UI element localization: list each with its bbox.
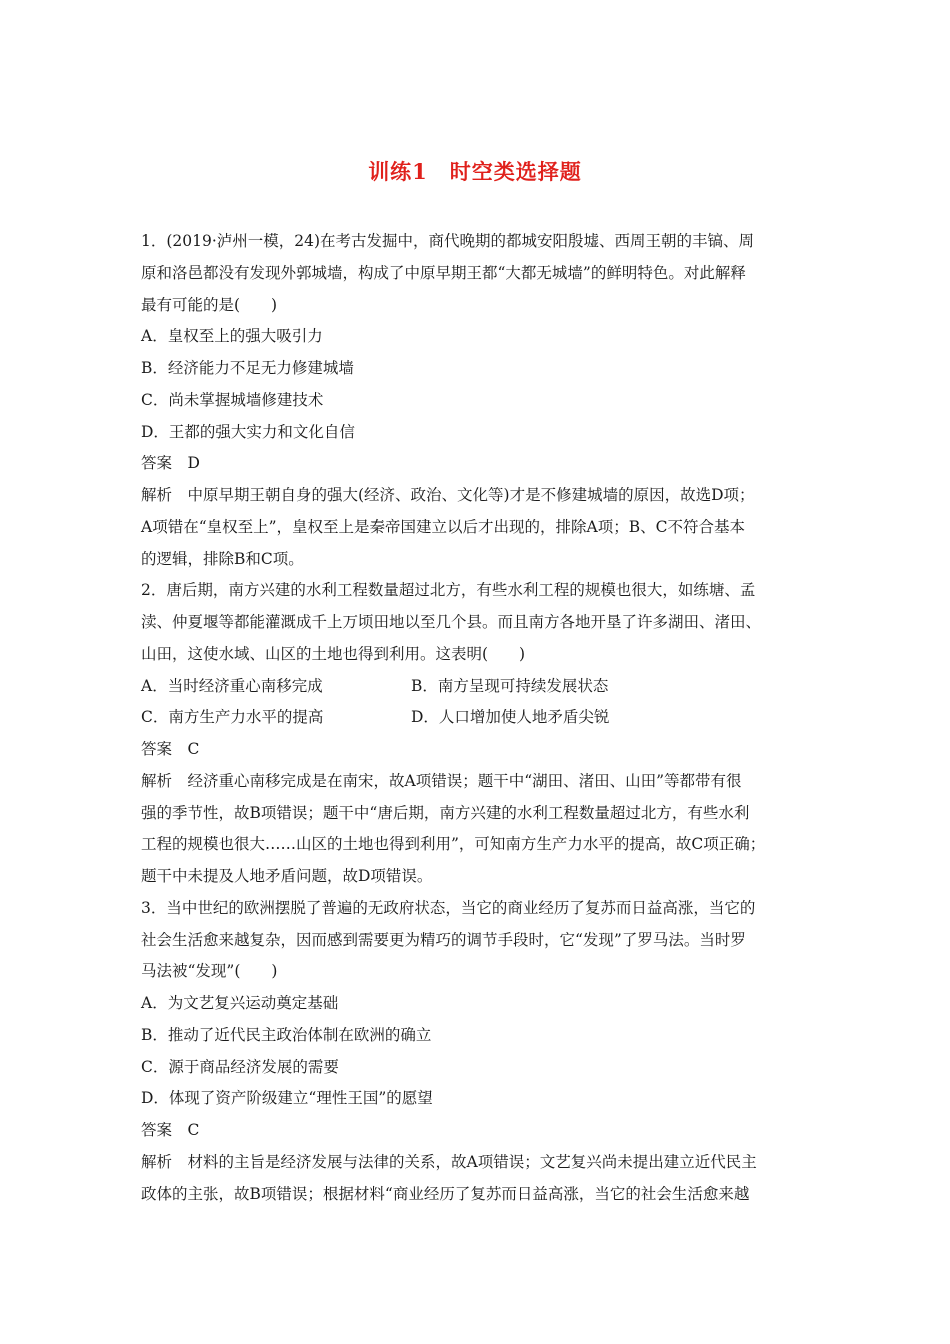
option-d: D．人口增加使人地矛盾尖锐 (411, 708, 610, 727)
answer-line: 答案 D (141, 454, 200, 473)
analysis-line: 政体的主张，故B项错误；根据材料“商业经历了复苏而日益高涨，当它的社会生活愈来越 (141, 1184, 750, 1203)
page-title: 训练1 时空类选择题 (368, 159, 582, 184)
question-stem-line: 马法被“发现”( ) (141, 962, 278, 981)
answer-line: 答案 C (141, 1121, 200, 1139)
question-stem-line: 1．(2019·泸州一模，24)在考古发掘中，商代晚期的都城安阳殷墟、西周王朝的丰镐、周 (141, 232, 755, 250)
options-row (141, 706, 821, 738)
question-stem-line: 2．唐后期，南方兴建的水利工程数量超过北方，有些水利工程的规模也很大，如练塘、孟 (141, 581, 756, 600)
option-d: D．体现了资产阶级建立“理性王国”的愿望 (141, 1089, 433, 1108)
question-2 (141, 579, 821, 897)
option-b: B．推动了近代民主政治体制在欧洲的确立 (141, 1025, 432, 1044)
option-a: A．为文艺复兴运动奠定基础 (141, 994, 339, 1012)
question-stem-line: 山田，这使水域、山区的土地也得到利用。这表明( ) (141, 644, 526, 663)
analysis-line: 强的季节性，故B项错误；题干中“唐后期，南方兴建的水利工程数量超过北方，有些水利 (141, 803, 750, 822)
analysis-line: 解析 中原早期王朝自身的强大(经济、政治、文化等)才是不修建城墙的原因，故选D项； (141, 486, 755, 504)
option-d: D．王都的强大实力和文化自信 (141, 422, 355, 441)
option-b: B．经济能力不足无力修建城墙 (141, 359, 354, 377)
question-stem-line: 渎、仲夏堰等都能灌溉成千上万顷田地以至几个县。而且南方各地开垦了许多湖田、渚田、 (141, 613, 762, 631)
analysis-line: 工程的规模也很大……山区的土地也得到利用”，可知南方生产力水平的提高，故C项正确； (141, 835, 766, 854)
option-c: C．尚未掌握城墙修建技术 (141, 390, 324, 409)
question-content (141, 230, 821, 1214)
answer-line: 答案 C (141, 740, 200, 758)
options-row (141, 675, 821, 707)
option-a: A．皇权至上的强大吸引力 (141, 327, 323, 346)
analysis-line: 解析 经济重心南移完成是在南宋，故A项错误；题干中“湖田、渚田、山田”等都带有很 (141, 771, 742, 790)
question-stem-line: 原和洛邑都没有发现外郭城墙，构成了中原早期王都“大都无城墙”的鲜明特色。对此解释 (141, 263, 746, 282)
option-c: C．源于商品经济发展的需要 (141, 1057, 339, 1076)
question-1 (141, 230, 821, 579)
question-3 (141, 897, 821, 1215)
question-stem-line: 最有可能的是( ) (141, 295, 278, 314)
question-stem-line: 社会生活愈来越复杂，因而感到需要更为精巧的调节手段时，它“发现”了罗马法。当时罗 (141, 930, 746, 949)
question-stem-line: 3．当中世纪的欧洲摆脱了普遍的无政府状态，当它的商业经历了复苏而日益高涨，当它的 (141, 898, 756, 917)
analysis-line: 解析 材料的主旨是经济发展与法律的关系，故A项错误；文艺复兴尚未提出建立近代民主 (141, 1152, 757, 1171)
option-b: B．南方呈现可持续发展状态 (411, 676, 609, 695)
analysis-line: 的逻辑，排除B和C项。 (141, 549, 304, 568)
option-a: A．当时经济重心南移完成 (141, 676, 323, 695)
option-c: C．南方生产力水平的提高 (141, 708, 324, 727)
analysis-line: A项错在“皇权至上”，皇权至上是秦帝国建立以后才出现的，排除A项；B、C不符合基本 (141, 517, 745, 536)
analysis-line: 题干中未提及人地矛盾问题，故D项错误。 (141, 867, 433, 885)
